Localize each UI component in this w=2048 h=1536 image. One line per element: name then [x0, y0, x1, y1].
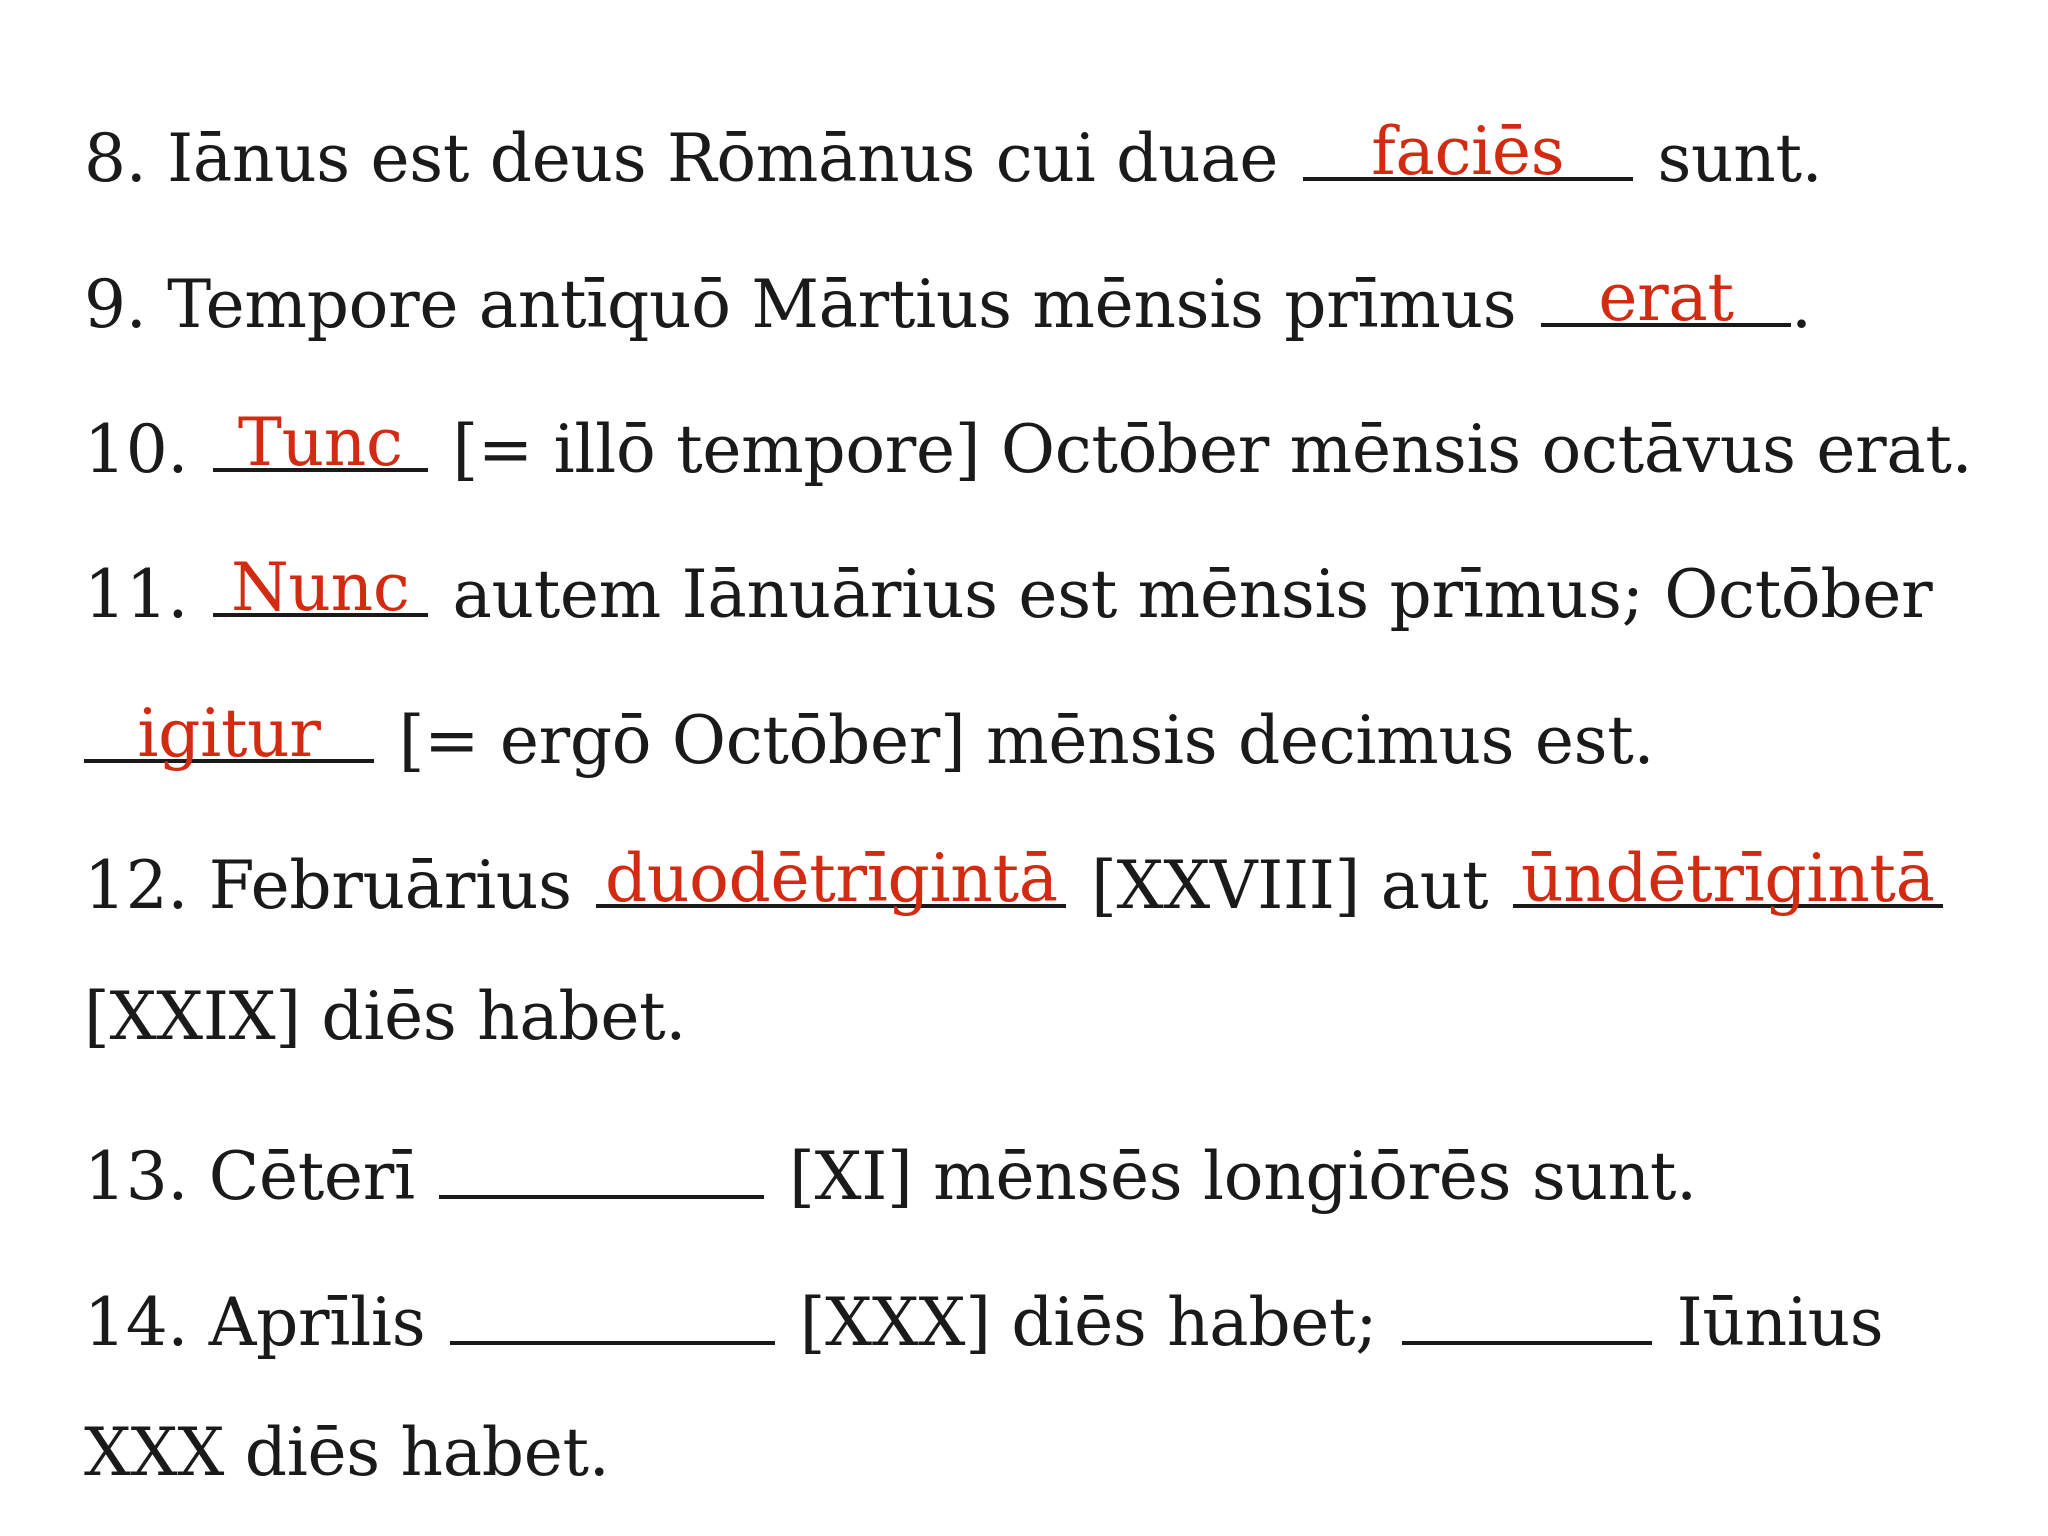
answer-blank[interactable]	[213, 547, 428, 626]
sentence-text: Aprīlis	[208, 1284, 426, 1361]
sentence-text: [XI] mēnsēs longiōrēs sunt.	[789, 1138, 1697, 1215]
item-number: 13.	[84, 1138, 189, 1215]
sentence-text: XXX diēs habet.	[84, 1414, 610, 1491]
sentence-text: .	[1791, 266, 1812, 343]
item-number: 8.	[84, 120, 147, 197]
exercise-line-12-cont	[84, 978, 687, 1055]
exercise-line-9	[84, 257, 1812, 343]
filled-answer: ūndētrīgintā	[1521, 840, 1935, 917]
answer-blank[interactable]	[450, 1275, 775, 1345]
exercise-line-11-cont	[84, 693, 1655, 779]
item-number: 12.	[84, 847, 189, 924]
exercise-line-8	[84, 111, 1823, 197]
exercise-line-10	[84, 402, 1973, 488]
answer-blank[interactable]	[1513, 838, 1943, 917]
item-number: 10.	[84, 411, 189, 488]
answer-blank[interactable]	[596, 838, 1066, 917]
exercise-line-12	[84, 838, 1947, 924]
filled-answer: Tunc	[237, 404, 403, 481]
exercise-line-13	[84, 1129, 1697, 1215]
sentence-text: autem Iānuārius est mēnsis prīmus; Octōber	[452, 556, 1933, 633]
sentence-text: [XXVIII] aut	[1091, 847, 1489, 924]
sentence-text: Cēterī	[208, 1138, 415, 1215]
sentence-text: [= ergō Octōber] mēnsis decimus est.	[398, 702, 1655, 779]
sentence-text: Iūnius	[1676, 1284, 1884, 1361]
sentence-text: [XXX] diēs habet;	[799, 1284, 1378, 1361]
exercise-line-14	[84, 1275, 1884, 1361]
exercise-line-11	[84, 547, 1933, 633]
filled-answer: duodētrīgintā	[604, 840, 1058, 917]
filled-answer: erat	[1598, 259, 1734, 336]
sentence-text: sunt.	[1657, 120, 1823, 197]
sentence-text: Iānus est deus Rōmānus cui duae	[167, 120, 1279, 197]
filled-answer: igitur	[137, 695, 321, 772]
filled-answer: Nunc	[230, 549, 410, 626]
filled-answer: faciēs	[1371, 113, 1565, 190]
answer-blank[interactable]	[1303, 111, 1633, 190]
answer-blank[interactable]	[1402, 1275, 1652, 1345]
item-number: 11.	[84, 556, 189, 633]
sentence-text: [= illō tempore] Octōber mēnsis octāvus erat.	[452, 411, 1973, 488]
exercise-line-14-cont	[84, 1414, 610, 1491]
item-number: 14.	[84, 1284, 189, 1361]
sentence-text: Februārius	[208, 847, 572, 924]
answer-blank[interactable]	[1541, 257, 1791, 336]
answer-blank[interactable]	[84, 693, 374, 772]
sentence-text: [XXIX] diēs habet.	[84, 978, 687, 1055]
answer-blank[interactable]	[439, 1129, 764, 1199]
answer-blank[interactable]	[213, 402, 428, 481]
item-number: 9.	[84, 266, 147, 343]
sentence-text: Tempore antīquō Mārtius mēnsis prīmus	[167, 266, 1517, 343]
